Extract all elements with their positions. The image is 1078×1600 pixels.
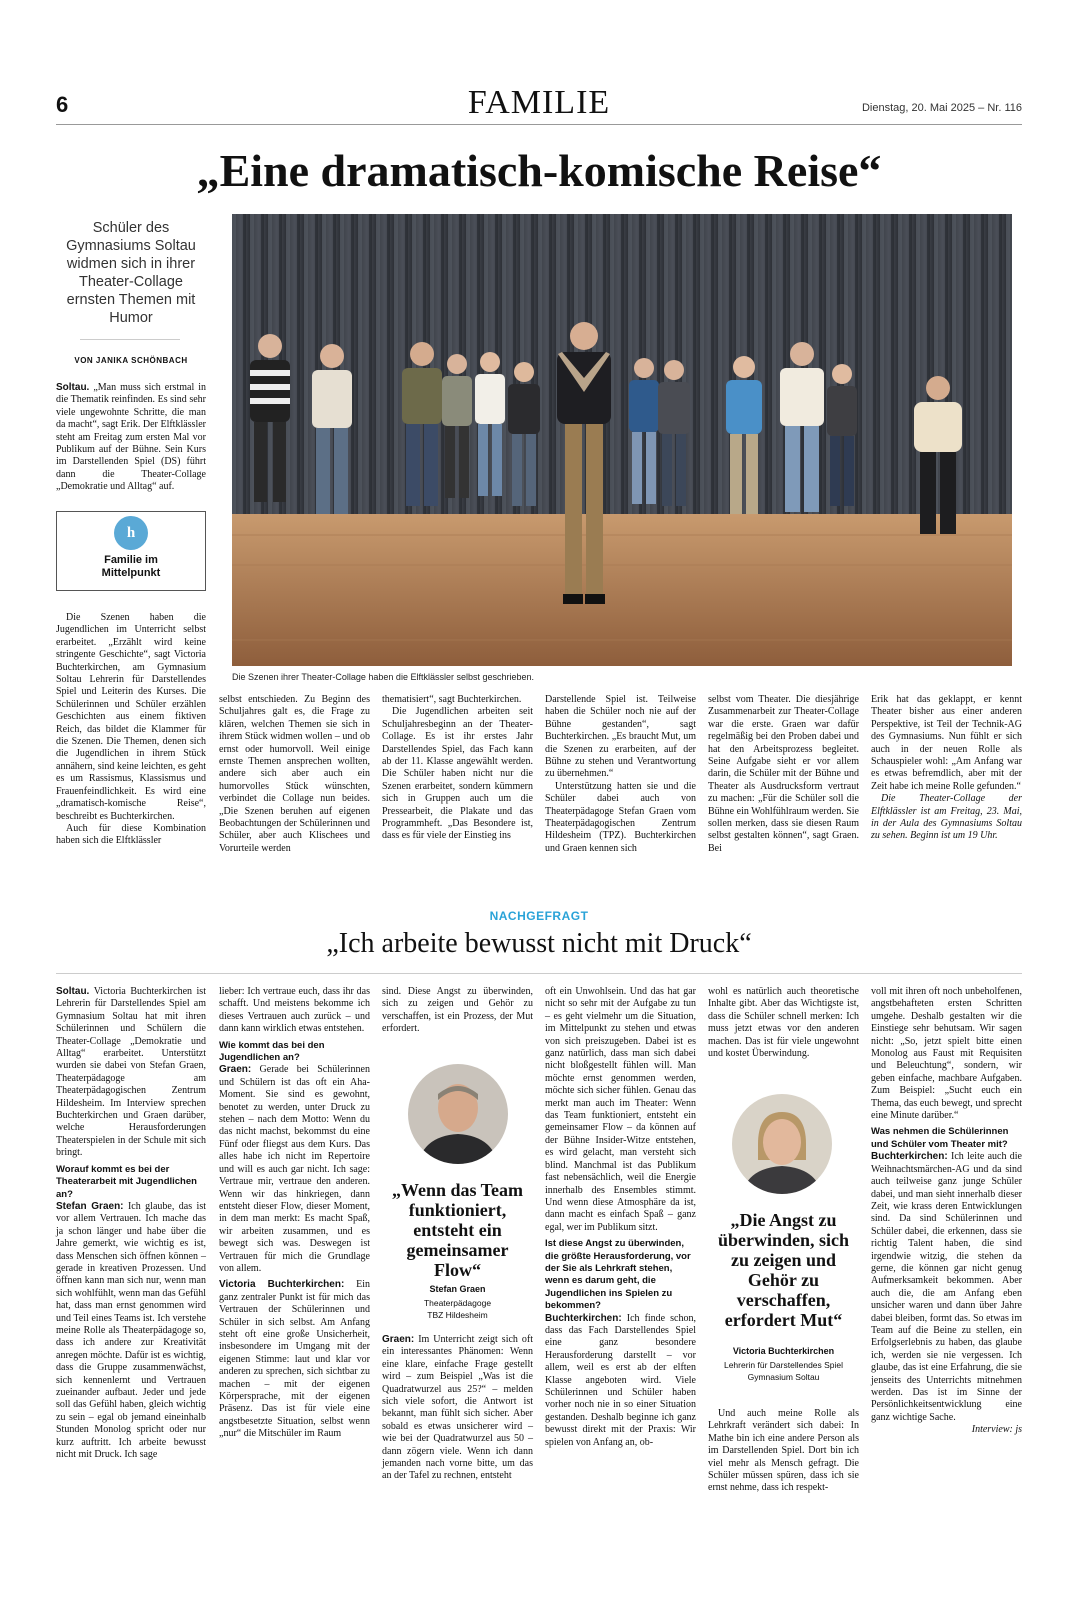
answer-text: lieber: Ich vertraue euch, dass ihr das schafft. Und meistens bekomme ich dieses Vertrauen auch zurück – und dann kann wirklich etwas entstehen.: [219, 986, 370, 1035]
paragraph: Darstellende Spiel ist. Teilweise haben die Schüler noch nie auf der Bühne gestanden“, sagt Buchterkirchen. „Es braucht Mut, um die Szenen zu erarbeiten, auf der Bühne zu stehen und Verantwortung zu übernehmen.“: [545, 694, 696, 780]
newspaper-logo-icon: h: [114, 516, 148, 550]
portrait-stefan-graen: [408, 1064, 508, 1164]
answer-text: Ich finde schon, dass das Fach Darstellendes Spiel eine ganz besondere Herausforderung darstellt – vor allem, weil es erst ab der elften Klasse angeboten wird. Viele Schülerinnen und Schüler haben vorher noch nie in so einer Situation gestanden. Deshalb beginne ich ganz bewusst direkt mit der Praxis: Wir spielen von Anfang an, ob-: [545, 1312, 696, 1448]
article-column-5: [708, 694, 859, 855]
section-title: FAMILIE: [467, 84, 611, 121]
event-note: Die Theater-Collage der Elftklässler ist am Freitag, 23. Mai, in der Aula des Gymnasiums Soltau zu sehen. Beginn ist um 19 Uhr.: [871, 793, 1022, 842]
page-number: 6: [56, 92, 69, 117]
pull-quote-institution: Gymnasium Soltau: [747, 1372, 820, 1382]
answer-text: Und auch meine Rolle als Lehrkraft verändert sich dabei: In Mathe bin ich eine andere Person als im Darstellenden Spiel. Dort bin ich viel mehr als Mensch gefragt. Die Schüler müssen spüren, dass ich sie ernst nehme, dass ich respekt-: [708, 1408, 859, 1494]
speaker-label: Graen:: [219, 1064, 252, 1076]
interview-rule: [56, 973, 1022, 974]
photo-caption: Die Szenen ihrer Theater-Collage haben die Elftklässler selbst geschrieben.: [232, 672, 535, 682]
interview-column-2: [219, 986, 370, 1441]
dateline: Soltau.: [56, 986, 90, 997]
pull-quote-graen: „Wenn das Team funktioniert, entsteht ein gemeinsamer Flow“: [391, 1180, 524, 1280]
interview-question: Was nehmen die Schülerinnen und Schüler vom Theater mit?: [871, 1126, 1009, 1150]
interview-column-4: [545, 986, 696, 1449]
pull-quote-institution: TBZ Hildesheim: [427, 1310, 488, 1320]
answer-text: voll mit ihren oft noch unbeholfenen, angstbehafteten ersten Schritten umgehe. Deshalb gestalten wir die Einstiege sehr behutsam. Wir sagen nicht: „So, jetzt spielt bitte einen Monolog aus Faust mit Requisiten und Beleuchtung“, sondern, wir geben einfache, machbare Aufgaben. Zum Beispiel: „Sucht euch ein Thema, das euch bewegt, und sprecht eine Minute darüber.“: [871, 986, 1022, 1122]
article-column-4: [545, 694, 696, 855]
paragraph: selbst vom Theater. Die diesjährige Zusammenarbeit zur Theater-Collage war die erste. Graen war dafür regelmäßig bei den Proben dabei und hat den Arbeitsprozess begleitet. Seine Aufgabe sieht er vor allem darin, die Schüler mit der Bühne und Theater als Ausdrucksform vertraut zu machen: „Für die Schüler soll die Bühne ein Wohlfühlraum werden. Sie sollen merken, dass sie diesen Raum selbst gestalten können“, sagt Graen. Bei: [708, 694, 859, 854]
article-column-6: [871, 694, 1022, 843]
byline: VON JANIKA SCHÖNBACH: [74, 356, 188, 365]
interview-headline: „Ich arbeite bewusst nicht mit Druck“: [326, 928, 752, 959]
paragraph: Die Jugendlichen arbeiten seit Schuljahresbeginn an der Theater-Collage. Es ist ihr erstes Jahr Darstellendes Spiel, das Fach kann ab der 11. Klasse angewählt werden. Die Schüler haben nicht nur die Szenen erarbeitet, sondern kümmern sich in Gruppen auch um die Pressearbeit, die Plakate und das Programmheft. „Das Besondere ist, dass es für viele der Einstieg ins: [382, 706, 533, 842]
paragraph: Erik hat das geklappt, er kennt Theater bisher aus einer anderen Perspektive, ist Teil der Technik-AG des Gymnasiums. Nun fühlt er sich auch in der neuen Rolle als Schauspieler wohl: „Am Anfang war es etwas befremdlich, aber mit der Zeit habe ich meine Rolle gefunden.“: [871, 694, 1022, 792]
portrait-victoria-buchterkirchen: [732, 1094, 832, 1194]
paragraph: Unterstützung hatten sie und die Schüler dabei auch von Theaterpädagoge Stefan Graen vom Theaterpädagogischen Zentrum Hildesheim (TPZ). Buchterkirchen und Graen kennen sich: [545, 780, 696, 854]
interview-question: Ist diese Angst zu überwinden, die größte Herausforderung, vor der Sie als Lehrkraft stehen, wenn es darum geht, die Jugendlichen ins Spielen zu bekommen?: [545, 1238, 691, 1312]
paragraph: Die Szenen haben die Jugendlichen im Unterricht selbst erarbeitet. „Erzählt wird keine stringente Geschichte“, sagt Victoria Buchterkirchen, am Gymnasium Soltau Lehrerin für Darstellendes Spiel und Leiterin des Kurses. Die Schülerinnen und Schüler erzählen Geschichten aus einem fiktiven Reich, das bildet die Klammer für die Szenen. Die Themen, denen sich die Jugendlichen in ihrem Stück annähern, sind keine leichten, es geht es um Rassismus, Klassismus und Frauenfeindlichkeit. Es wird eine „dramatisch-komische Reise“, beschreibt es Buchterkirchen.: [56, 612, 206, 822]
answer-text: Ich glaube, das ist vor allem Vertrauen. Ich mache das ja schon länger und habe über die Jahre gemerkt, wie wichtig es ist, dass Menschen sich öffnen können – gerade in kreativen Prozessen. Und öffnen kann man sich nur, wenn man sich wohlfühlt, wenn man das Gefühl hat, dass man ernst genommen wird und Teil eines Teams ist. Ich verstehe meine Rolle als Theaterpädagoge so, dass ich andere zur Kreativität anregen möchte. Dafür ist es wichtig, dass die Gruppe zusammenwächst, sich kennenlernt und Vertrauen zueinander aufbaut. Jeder und jede soll das Gefühl haben, gleich wichtig zu sein – egal ob jemand eineinhalb Stunden Monolog spricht oder nur kurz auftritt. Ich arbeite bewusst nicht mit Druck. Ich sage: [56, 1200, 207, 1461]
paragraph: Auch für diese Kombination haben sich die Elftklässler: [56, 822, 206, 847]
article-headline: „Eine dramatisch-komische Reise“: [196, 145, 882, 196]
interview-column-6: [871, 986, 1022, 1437]
interview-question: Worauf kommt es bei der Theaterarbeit mit Jugendlichen an?: [56, 1163, 197, 1200]
interview-intro: Victoria Buchterkirchen ist Lehrerin für Darstellendes Spiel am Gymnasium Soltau hat mit ihren Schülerinnen und Schülern die Theater-Collage „Demokratie und Alltag“ erarbeitet. Unterstützt wurden sie dabei von Stefan Graen, Theaterpädagoge am Theaterpädagogischen Zentrum Hildesheim. Im Interview sprechen Buchterkirchen und Graen darüber, welche Herausforderungen Theaterspielen in der Schule mit sich bringt.: [56, 986, 206, 1159]
answer-text: Gerade bei Schülerinnen und Schülern ist das oft ein Aha-Moment. Sie sind es gewohnt, benotet zu werden, unter Druck zu stehen – nach dem Motto: Wenn du das nicht machst, bekommst du eine Fünf oder fliegst aus dem Kurs. Das alles habe ich nicht im Repertoire und will es auch gar nicht. Ich sage: Vertraue mir, vertraue den anderen. Wenn wir das hinkriegen, dann entsteht dieser Flow, dieser Moment, in dem man merkt: Es macht Spaß, wir arbeiten zusammen, und es bewegt sich was. Deswegen ist Vertrauen für mich die Grundlage von allem.: [219, 1064, 370, 1274]
interview-question: Wie kommt das bei den Jugendlichen an?: [219, 1039, 325, 1064]
stage-photo: [232, 214, 1012, 666]
interview-kicker: NACHGEFRAGT: [489, 909, 589, 923]
pull-quote-role: Lehrerin für Darstellendes Spiel: [723, 1360, 844, 1370]
paragraph: thematisiert“, sagt Buchterkirchen.: [382, 694, 522, 705]
portrait-graphic: [732, 1094, 832, 1194]
pull-quote-name: Victoria Buchterkirchen: [732, 1346, 835, 1356]
answer-text: Ein ganz zentraler Punkt ist für mich das Vertrauen der Schülerinnen und Schüler in sich selbst. Am Anfang steht oft eine große Unsicherheit, insbesondere im Umgang mit der eigenen Stimme: laut und klar vor anderen zu sprechen, sich sichtbar zu machen – mit der eigenen Körpersprache, mit der eigenen Präsenz. Das ist für viele eine angstbesetzte Situation, selbst wenn „nur“ die Mitschüler im Raum: [219, 1279, 371, 1440]
interview-column-5: [708, 986, 859, 1060]
interview-column-5b: [708, 1408, 859, 1495]
answer-text: sind. Diese Angst zu überwinden, sich zu zeigen und Gehör zu verschaffen, ist ein Prozess, der Mut erfordert.: [382, 986, 533, 1035]
pull-quote-name: Stefan Graen: [429, 1284, 486, 1294]
masthead-rule: [56, 124, 1022, 125]
article-column-3: [382, 694, 533, 843]
speaker-label: Stefan Graen:: [56, 1200, 124, 1212]
portrait-graphic: [408, 1064, 508, 1164]
speaker-label: Buchterkirchen:: [871, 1151, 948, 1163]
stage-photo-illustration: [232, 214, 1012, 666]
intro-text: „Man muss sich erstmal in die Thematik reinfinden. Es sind sehr viele ungewohnte Schritte, die man da macht“, sagt Erik. Der Elftklässler steht am Freitag zum ersten Mal vor Publikum auf der Bühne. Sein Kurs im Darstellenden Spiel (DS) führt dann die Theater-Collage „Demokratie und Alltag“ auf.: [56, 382, 206, 493]
article-column-1: [56, 612, 206, 848]
pull-quote-buchterkirchen: „Die Angst zu überwinden, sich zu zeigen und Gehör zu verschaffen, erfordert Mut“: [717, 1210, 850, 1330]
subhead-divider: [80, 339, 180, 340]
dateline: Soltau.: [56, 382, 90, 393]
answer-text: oft ein Unwohlsein. Und das hat gar nicht so sehr mit der Aufgabe zu tun – es geht vielmehr um die Situation, im Mittelpunkt zu stehen und etwas von sich preiszugeben. Dabei ist es ganz natürlich, dass man sich dabei nicht bloßgestellt fühlen will. Man möchte ernst genommen werden, möchte sich sicher fühlen. Genau das merkt man auch im Theater: Wenn das Team funktioniert, entsteht ein gemeinsamer Flow – da können auf der Bühne Insider-Witze entstehen, es wird gelacht, man versteht sich blind. Manchmal ist das Publikum fast nebensächlich, weil die Energie innerhalb des Ensembles stimmt. Und wenn diese Atmosphäre da ist, dann macht es einfach Spaß – ganz egal, wer im Publikum sitzt.: [545, 986, 696, 1233]
paragraph: selbst entschieden. Zu Beginn des Schuljahres galt es, die Frage zu klären, welchen Themen sie sich in ihrem Stück widmen wollen – und ob ernst oder humorvoll. Weil einige ernste Themen ansprechen wollten, andere sich aber auch ein humorvolles Stück wünschten, verbindet die Collage nun beides. „Die Szenen beruhen auf eigenen Beobachtungen der Schülerinnen und Schüler, aber auch Klischees und Vorurteile werden: [219, 694, 370, 854]
issue-date: Dienstag, 20. Mai 2025 – Nr. 116: [861, 102, 1022, 114]
badge-line-2: Mittelpunkt: [101, 567, 161, 579]
answer-text: wohl es natürlich auch theoretische Inhalte gibt. Aber das Wichtigste ist, dass die Schüler schnell merken: Ich muss jetzt etwas vor den anderen machen. Das ist für viele ungewohnt und kostet Überwindung.: [708, 986, 859, 1060]
article-subhead: Schüler des Gymnasiums Soltau widmen sich in ihrer Theater-Collage ernsten Themen mit Humor: [66, 220, 196, 326]
badge-line-1: Familie im: [104, 554, 158, 566]
speaker-label: Graen:: [382, 1334, 415, 1345]
pull-quote-role: Theaterpädagoge: [423, 1298, 492, 1308]
interview-column-3: [382, 986, 533, 1036]
interview-column-3b: [382, 1334, 533, 1483]
interview-column-1: [56, 986, 206, 1461]
answer-text: Im Unterricht zeigt sich oft ein interessantes Phänomen: Wenn eine klare, einfache Frage gestellt wird – zum Beispiel „Was ist die Quadratwurzel aus 25?“ – melden sich viele sofort, die Antwort ist bekannt, man fühlt sich sicher. Aber sobald es etwas unsicherer wird – wie bei der Quadratwurzel aus 50 – dann zögern viele. Wenn ich dann jemanden nach vorne bitte, um das an der Tafel zu rechnen, entsteht: [382, 1334, 533, 1482]
article-column-2: [219, 694, 370, 855]
speaker-label: Victoria Buchterkirchen:: [219, 1279, 345, 1291]
speaker-label: Buchterkirchen:: [545, 1312, 622, 1324]
answer-text: Ich leite auch die Weihnachtsmärchen-AG und da sind auch teilweise ganz junge Schüler dabei, und man sieht innerhalb dieser Zeit, wie krass deren Entwicklungen sind. Da sind Schülerinnen und Schüler dabei, die erkennen, dass sie richtig Talent haben, die sind irgendwie witzig, die stehen da gerne, die können gar nicht genug Aufmerksamkeit bekommen. Aber auch die, die am Anfang eben unsicher waren und dann über Jahre dabei bleiben, formt das. So etwas im Team auf die Beine zu stellen, ein Erfolgserlebnis zu haben, das glaube ich, werden sie nie vergessen. Ich glaube, das ist eine Erfahrung, die sie jenseits des Unterrichts mitnehmen werden. Das ist im Sinne der Persönlichkeitsentwicklung eine ganz wichtige Sache.: [871, 1151, 1022, 1423]
interview-credit: Interview: js: [971, 1424, 1022, 1436]
article-intro: [56, 382, 206, 494]
series-badge: [56, 511, 206, 591]
